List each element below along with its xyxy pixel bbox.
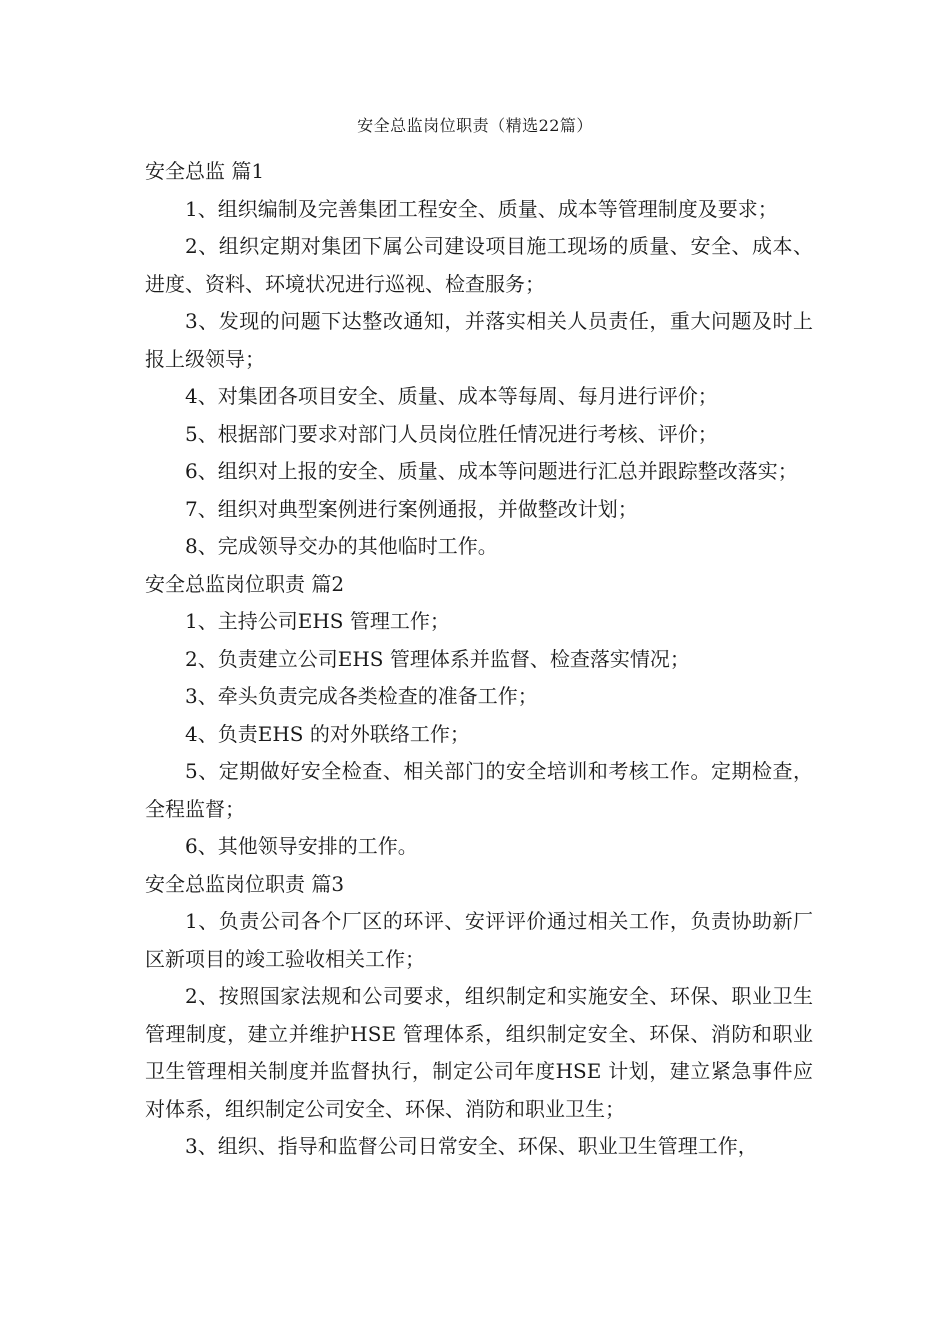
list-item: 3、发现的问题下达整改通知，并落实相关人员责任，重大问题及时上报上级领导；	[145, 309, 813, 371]
list-item: 4、对集团各项目安全、质量、成本等每周、每月进行评价；	[185, 384, 718, 408]
list-item: 8、完成领导交办的其他临时工作。	[185, 534, 498, 558]
list-item: 5、定期做好安全检查、相关部门的安全培训和考核工作。定期检查，全程监督；	[145, 759, 813, 821]
list-item: 1、主持公司EHS 管理工作；	[185, 609, 450, 633]
list-item: 5、根据部门要求对部门人员岗位胜任情况进行考核、评价；	[185, 421, 718, 446]
section-heading: 安全总监岗位职责 篇3	[145, 871, 345, 896]
document-body	[145, 153, 813, 1166]
list-item: 1、负责公司各个厂区的环评、安评评价通过相关工作，负责协助新厂区新项目的竣工验收相关工作；	[145, 909, 813, 971]
list-item: 1、组织编制及完善集团工程安全、质量、成本等管理制度及要求；	[185, 196, 778, 221]
list-item: 2、负责建立公司EHS 管理体系并监督、检查落实情况；	[185, 646, 690, 671]
list-item: 6、组织对上报的安全、质量、成本等问题进行汇总并跟踪整改落实；	[185, 459, 798, 483]
list-item: 3、牵头负责完成各类检查的准备工作；	[185, 684, 538, 708]
section-heading: 安全总监岗位职责 篇2	[145, 571, 345, 596]
list-item: 6、其他领导安排的工作。	[185, 834, 418, 858]
list-item: 3、组织、指导和监督公司日常安全、环保、职业卫生管理工作，	[185, 1134, 758, 1158]
list-item: 2、组织定期对集团下属公司建设项目施工现场的质量、安全、成本、进度、资料、环境状况进行巡视、检查服务；	[145, 234, 813, 296]
document-title: 安全总监岗位职责（精选22篇）	[357, 116, 593, 135]
list-item: 7、组织对典型案例进行案例通报，并做整改计划；	[185, 496, 638, 521]
list-item: 4、负责EHS 的对外联络工作；	[185, 721, 470, 746]
section	[145, 866, 813, 1166]
list-item: 2、按照国家法规和公司要求，组织制定和实施安全、环保、职业卫生管理制度，建立并维护HSE 管理体系，组织制定安全、环保、消防和职业卫生管理相关制度并监督执行，制定公司年度HSE 计划，建立紧急事件应对体系，组织制定公司安全、环保、消防和职业卫生；	[145, 984, 813, 1121]
section-heading: 安全总监 篇1	[145, 159, 265, 183]
section	[145, 566, 813, 866]
section	[145, 153, 813, 566]
